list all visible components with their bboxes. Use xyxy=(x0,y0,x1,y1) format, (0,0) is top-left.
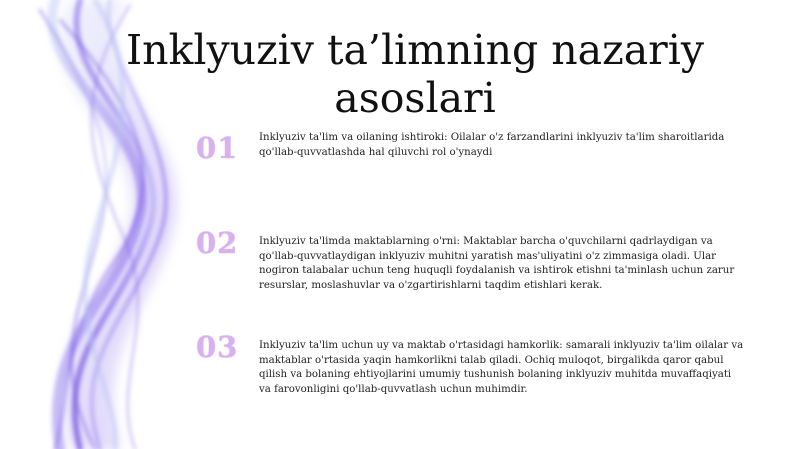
slide-title: Inklyuziv ta’limning nazariy asoslari xyxy=(125,26,705,122)
item-text: Inklyuziv ta'lim va oilaning ishtiroki: Oilalar o'z farzandlarini inklyuziv ta'lim sharoitlarida qo'llab-quvvatlashda hal qiluvchi rol o'ynaydi xyxy=(259,132,725,158)
item-number: 01 xyxy=(196,131,239,165)
item-text: Inklyuziv ta'limda maktablarning o'rni: Maktablar barcha o'quvchilarni qadrlaydigan va qo'llab-quvvatlaydigan inklyuziv muhitni yaratish mas'uliyatini o'z zimmasiga oladi. Ular nogiron talabalar uchun teng huquqli foydalanish va ishtirok etishni ta'minlash uchun zarur resurslar, moslashuvlar va o'zgartirishlarni taqdim etishlari kerak. xyxy=(259,236,735,291)
item-number: 02 xyxy=(196,226,239,260)
item-text: Inklyuziv ta'lim uchun uy va maktab o'rtasidagi hamkorlik: samarali inklyuziv ta'lim oilalar va maktablar o'rtasida yaqin hamkorlikni talab qiladi. Ochiq muloqot, birgalikda qaror qabul qilish va bolaning ehtiyojlarini umumiy tushunish bolaning inklyuziv muhitda muvaffaqiyati va farovonligini qo'llab-quvvatlash uchun muhimdir. xyxy=(259,340,744,395)
item-number: 03 xyxy=(196,330,239,364)
